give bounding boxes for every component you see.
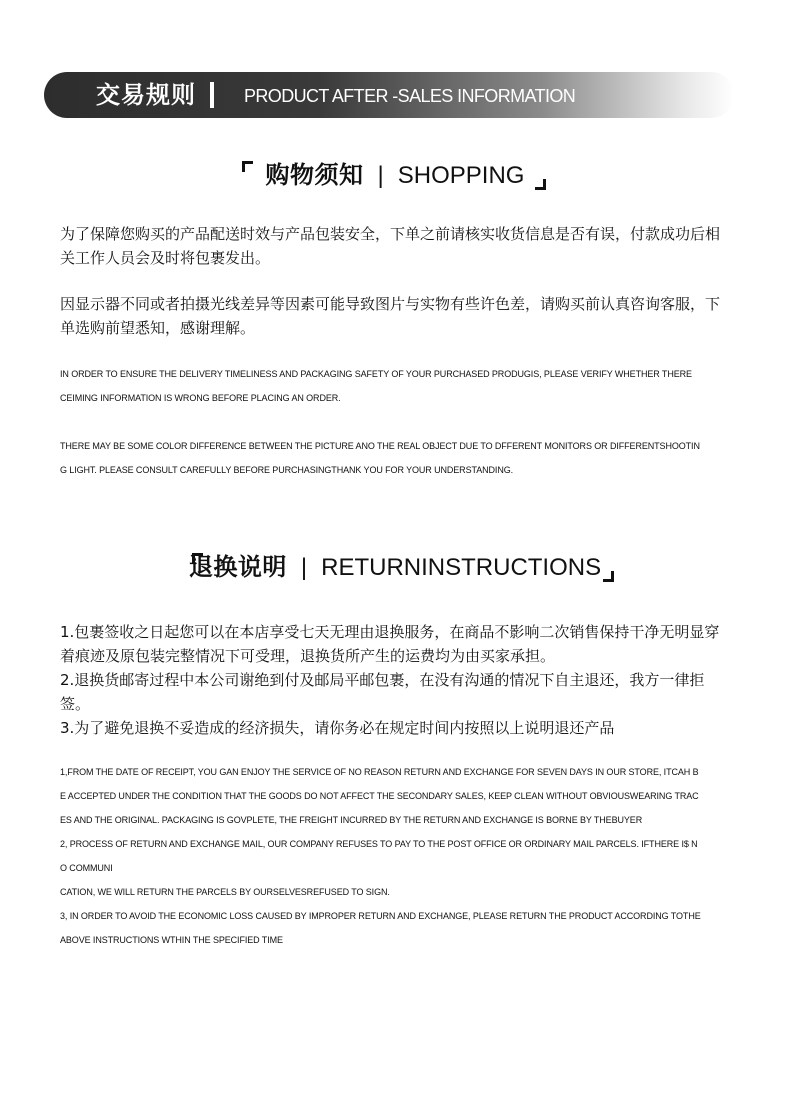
shopping-english-1-line-2: CEIMING INFORMATION IS WRONG BEFORE PLACING AN ORDER. (60, 393, 341, 403)
returns-title-cn: 退换说明 (188, 553, 287, 581)
shopping-english-1-line-1: IN ORDER TO ENSURE THE DELIVERY TIMELINESS AND PACKAGING SAFETY OF YOUR PURCHASED PRODUGIS, PLEASE VERIFY WHETHER THERE (60, 369, 692, 379)
returns-english-line: ES AND THE ORIGINAL. PACKAGING IS GOVPLETE, THE FREIGHT INCURRED BY THE RETURN AND EXCHANGE IS BORNE BY THEBUYER (60, 815, 643, 825)
returns-english-line: ABOVE INSTRUCTIONS WTHIN THE SPECIFIED TIME (60, 935, 283, 945)
shopping-title-en: SHOPPING (397, 162, 525, 189)
returns-section-title (0, 552, 790, 583)
header-banner (44, 72, 734, 118)
shopping-title-separator: | (377, 162, 384, 189)
shopping-title-cn: 购物须知 (265, 161, 364, 189)
returns-english-line: 1,FROM THE DATE OF RECEIPT, YOU GAN ENJOY THE SERVICE OF NO REASON RETURN AND EXCHANGE FOR SEVEN DAYS IN OUR STORE, ITCAH B (60, 767, 699, 777)
shopping-english-2 (60, 434, 732, 482)
shopping-section-title (0, 160, 790, 191)
returns-english-line: 3, IN ORDER TO AVOID THE ECONOMIC LOSS CAUSED BY IMPROPER RETURN AND EXCHANGE, PLEASE RETURN THE PRODUCT ACCORDING TOTHE (60, 911, 701, 921)
shopping-english-2-line-2: G LIGHT. PLEASE CONSULT CAREFULLY BEFORE PURCHASINGTHANK YOU FOR YOUR UNDERSTANDING. (60, 465, 514, 475)
returns-item-3: 3.为了避免退换不妥造成的经济损失，请你务必在规定时间内按照以上说明退还产品 (60, 719, 615, 737)
returns-title-en: RETURNINSTRUCTIONS (321, 554, 602, 581)
shopping-paragraph-2: 因显示器不同或者拍摄光线差异等因素可能导致图片与实物有些许色差，请购买前认真咨询客服，下单选购前望悉知，感谢理解。 (60, 295, 721, 337)
returns-english-line: CATION, WE WILL RETURN THE PARCELS BY OURSELVESREFUSED TO SIGN. (60, 887, 390, 897)
returns-title-separator: | (300, 554, 308, 581)
shopping-english-2-line-1: THERE MAY BE SOME COLOR DIFFERENCE BETWEEN THE PICTURE ANO THE REAL OBJECT DUE TO DFFERENT MONITORS OR DIFFERENTSHOOTIN (60, 441, 700, 451)
shopping-corner-bottom-right (535, 179, 546, 190)
returns-english (60, 760, 732, 952)
returns-english-line: 2, PROCESS OF RETURN AND EXCHANGE MAIL, OUR COMPANY REFUSES TO PAY TO THE POST OFFICE OR ORDINARY MAIL PARCELS. IFTHERE I$ N (60, 839, 698, 849)
returns-item-1: 1.包裹签收之日起您可以在本店享受七天无理由退换服务，在商品不影响二次销售保持干净无明显穿着痕迹及原包装完整情况下可受理，退换货所产生的运费均为由买家承担。 (60, 623, 720, 665)
banner-title-cn: 交易规则 (96, 81, 196, 109)
shopping-english-1 (60, 362, 732, 410)
returns-english-line: O COMMUNI (60, 863, 113, 873)
returns-corner-bottom-right (603, 571, 614, 582)
returns-english-line: E ACCEPTED UNDER THE CONDITION THAT THE GOODS DO NOT AFFECT THE SECONDARY SALES, KEEP CLEAN WITHOUT OBVIOUSWEARING TRAC (60, 791, 699, 801)
shopping-paragraph-1: 为了保障您购买的产品配送时效与产品包装安全，下单之前请核实收货信息是否有误，付款成功后相关工作人员会及时将包裹发出。 (60, 225, 721, 267)
banner-divider (210, 82, 214, 108)
returns-list (60, 620, 730, 740)
banner-title-en: PRODUCT AFTER -SALES INFORMATION (244, 86, 576, 106)
returns-item-2: 2.退换货邮寄过程中本公司谢绝到付及邮局平邮包裹，在没有沟通的情况下自主退还，我方一律拒签。 (60, 671, 705, 713)
